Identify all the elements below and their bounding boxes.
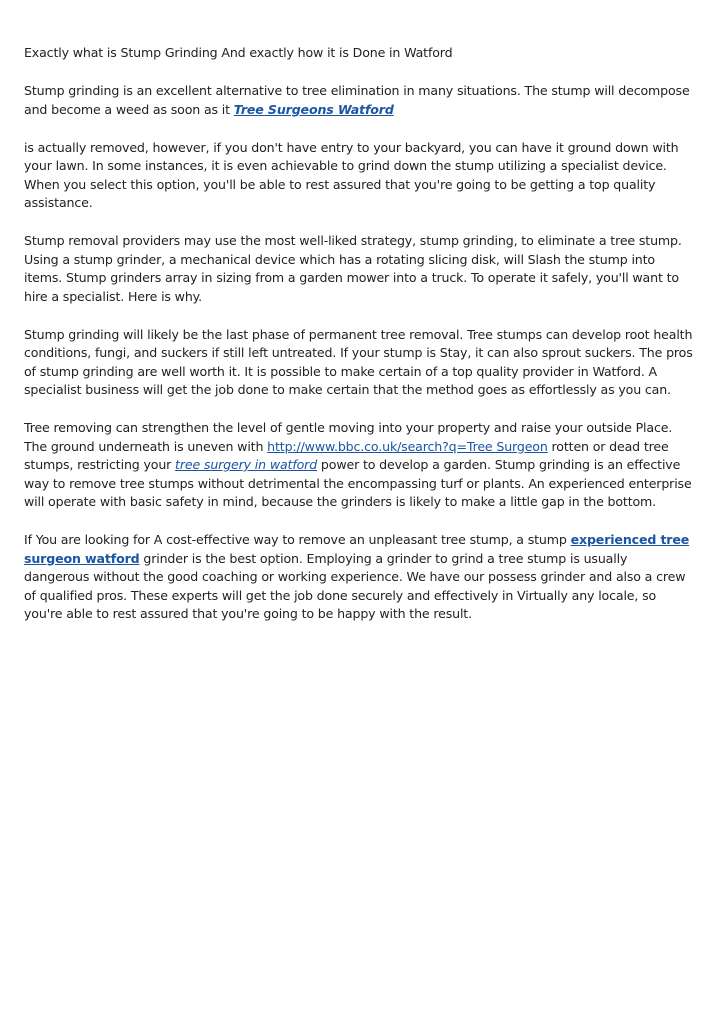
paragraph-5-text-3: power to develop a garden. Stump grinding is an effective way to remove tree stumps without detrimental the encompassing turf or plants. An experienced enterprise will operate with basic safety in mind, because the grinders is likely to make a little gap in the bottom. <box>24 457 692 509</box>
paragraph-4: Stump grinding will likely be the last phase of permanent tree removal. Tree stumps can develop root health conditions, fungi, and suckers if still left untreated. If your stump is Stay, it can also sprout suckers. The pros of stump grinding are well worth it. It is possible to make certain of a top quality provider in Watford. A specialist business will get the job done to make certain that the method goes as effortlessly as you can. <box>24 326 693 397</box>
document-title: Exactly what is Stump Grinding And exactly how it is Done in Watford <box>24 45 453 60</box>
paragraph-5-text-2: rotten or dead tree stumps, restricting your <box>24 438 669 472</box>
paragraph-3: Stump removal providers may use the most well-liked strategy, stump grinding, to eliminate a tree stump. Using a stump grinder, a mechanical device which has a rotating slicing disk, will Slash the stump into items. Stump grinders array in sizing from a garden mower into a truck. To operate it safely, you'll want to hire a specialist. Here is why. <box>24 233 682 304</box>
paragraph-6-text-1: If You are looking for A cost-effective way to remove an unpleasant tree stump, a stump <box>24 532 571 547</box>
tree-surgery-watford-link[interactable]: tree surgery in watford <box>175 457 318 472</box>
tree-surgeons-watford-link[interactable]: Tree Surgeons Watford <box>233 101 394 117</box>
paragraph-2: is actually removed, however, if you don't have entry to your backyard, you can have it ground down with your lawn. In some instances, it is even achievable to grind down the stump utilizing a specialist device. When you select this option, you'll be able to rest assured that you're going to be getting a top quality assistance. <box>24 139 679 210</box>
experienced-tree-surgeon-link[interactable]: experienced tree surgeon watford <box>24 532 690 566</box>
paragraph-1-text: Stump grinding is an excellent alternative to tree elimination in many situations. The stump will decompose and become a weed as soon as it <box>24 83 690 117</box>
paragraph-5 <box>24 419 696 512</box>
bbc-search-link[interactable]: http://www.bbc.co.uk/search?q=Tree Surgeon <box>267 438 548 454</box>
paragraph-1 <box>24 82 696 119</box>
document-body <box>24 44 696 643</box>
paragraph-5-text-1: Tree removing can strengthen the level of gentle moving into your property and raise your outside Place. The ground underneath is uneven with <box>24 420 673 454</box>
paragraph-6-text-2: grinder is the best option. Employing a grinder to grind a tree stump is usually dangerous without the good coaching or working experience. We have our possess grinder and also a crew of qualified pros. These experts will get the job done securely and effectively in Virtually any locale, so you're able to rest assured that you're going to be happy with the result. <box>24 550 686 621</box>
paragraph-6 <box>24 531 696 624</box>
